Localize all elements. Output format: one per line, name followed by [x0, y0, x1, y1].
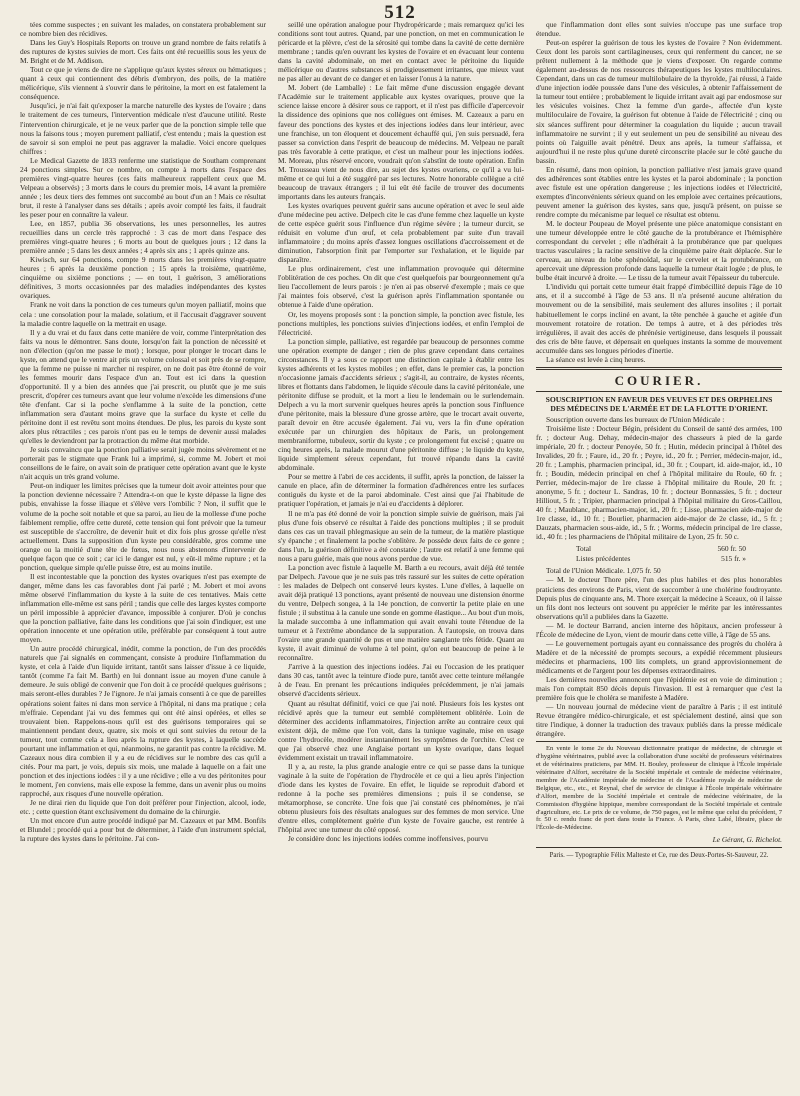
column-3-top-text [536, 20, 782, 364]
paragraph: Jusqu'ici, je n'ai fait qu'exposer la marche naturelle des kystes de l'ovaire ; dans le traitement de ces tumeurs, l'intervention médicale n'est d'aucune utilité. Reste l'intervention chirurgicale, et je ne veux parler que de la ponction simple telle que nous la faisons tous ; moyen purement palliatif, c'est entendu ; mais la question est de savoir si son emploi ne peut pas aggraver la maladie. Voici encore quelques chiffres : [20, 101, 266, 156]
paragraph: M. le docteur Poupeau de Moyel présente une pièce anatomique consistant en une tumeur développée entre le côté gauche de la protubérance et l'hémisphère correspondant du cervelet ; elle n'adhérait à la protubérance que par quelques tractus vasculaires ; la racine sensitive de la cinquième paire était déplacée. Sur le cerveau, au niveau du lobe sphénoïdal, sur le cervelet et la protubérance, on apercevait une dépression profonde dans laquelle la tumeur était logée ; de plus, le bulbe était incurvé à droite. — Le tissu de la tumeur avait l'épaisseur du tubercule. [536, 219, 782, 283]
previous-lists-label: Listes précédentes [576, 553, 631, 563]
paragraph: tées comme suspectes ; en suivant les malades, on constatera probablement sur ce nombre bien des récidives. [20, 20, 266, 39]
paragraph: Les kystes ovariques peuvent guérir sans aucune opération et avec le seul aide d'une médecine peu active. Delpech cite le cas d'une femme chez laquelle un kyste de cette espèce guérit sous l'influence d'un régime sévère ; la tumeur durcit, se réduisit en volume d'un œuf, et cela probablement par suite d'un travail inflammatoire ; du moins après d'assez longues oscillations d'accroissement et de diminution, l'absorption finit par l'emporter sur l'exhalation, et le liquide par disparaître. [278, 200, 524, 265]
paragraph: que l'inflammation dont elles sont suivies n'occupe pas une surface trop étendue. [536, 20, 782, 39]
paragraph: L'individu qui portait cette tumeur était frappé d'imbécillité depuis l'âge de 10 ans, et il a succombé à l'âge de 53 ans. Il n'a présenté aucune altération du mouvement ou de la sensibilité, mais seulement des allures insolites ; il portait habituellement le corps incliné en avant, la tête penchée à gauche et agitée d'un mouvement rotatoire de rotation. De temps à autre, et à des périodes très irrégulières, il avait des accès de phrénésie vertigineuse, dans lesquels il poussait des cris de bête fauve, et dépensait en quelques instants la somme de mouvement accumulée dans ses longues périodes d'inertie. [536, 282, 782, 355]
paragraph: Tout ce que je viens de dire ne s'applique qu'aux kystes séreux ou hématiques ; quant à ceux qui contiennent des débris d'embryon, des poils, de la matière mélicérique, s'ils viennent à s'ouvrir dans le péritoine, la mort en est fatalement la conséquence. [20, 65, 266, 102]
section-divider [536, 741, 782, 742]
news-item: — M. le docteur Barrand, ancien interne des hôpitaux, ancien professeur à l'École de médecine de Lyon, vient de mourir dans cette ville, à l'âge de 55 ans. [536, 620, 782, 639]
news-item: — Un nouveau journal de médecine vient de paraître à Paris ; il est intitulé Revue étrangère médico-chirurgicale, et est spécialement destiné, ainsi que son titre l'indique, à donner la traduction des travaux publiés dans la presse médicale étrangère. [536, 702, 782, 739]
paragraph: Peut-on espérer la guérison de tous les kystes de l'ovaire ? Non évidemment. Ceux dont les parois sont cartilagineuses, ceux qui renferment du cancer, ne se prêtent nullement à la méthode que je viens d'exposer. On regarde comme également au-dessus de nos ressources thérapeutiques les kystes multiloculaires. Cependant, dans un cas de tumeur multilobulaire de la thyroïde, j'ai réussi, à l'aide d'une injection iodée poussée dans l'une des vésicules, à obtenir l'affaissement de la tumeur tout entière ; probablement le liquide irritant avait agi par endosmose sur les vésicules voisines. Chez la femme d'un garde-, affectée d'un kyste multiloculaire de l'ovaire, la guérison fut obtenue à l'aide de l'électricité ; cinq ou six séances suffirent pour déterminer la coagulation du liquide ; aucun travail inflammatoire ne survint ; il y eut seulement un peu de sensibilité au niveau des points où l'aiguille avait pénétré. Deux ans après, la tumeur s'affaissa, et aujourd'hui il ne reste plus qu'une dureté circonscrite placée sur le côté gauche du bassin. [536, 38, 782, 165]
paragraph: Un autre procédé chirurgical, inédit, comme la ponction, de l'un des procédés naturels que j'ai signalés en commençant, consiste à produire l'inflammation du kyste, et cela à l'aide d'un liquide irritant, tantôt sans laisser d'issue à ce liquide, tantôt (comme l'a fait M. Barth) en lui donnant issue au moyen d'une canule à demeure. Je suis obligé de convenir que l'on doit à ce procédé quelques guérisons ; mais seront-elles durables ? Je l'ignore. Je n'ai jamais consenti à ce que de pareilles opérations soient faites ni dans mon service à l'hôpital, ni dans ma pratique ; cela m'effraie. Cependant j'ai vu des femmes qui ont été ainsi opérées, et elles se trouvaient bien. Rappelons-nous qu'il est des guérisons temporaires qui se maintiennent pendant deux, quatre, six mois et qui sont suivies du retour de la tumeur, tout comme cela a lieu après la rupture des kystes, à laquelle succède pourtant une inflammation et qui, néanmoins, ne garantit pas contre la récidive. M. Cazeaux nous dira combien il y a eu de récidives sur le nombre des cas qu'il a cités. Pour ma part, je vois, depuis six mois, une malade à laquelle on a fait une ponction et des injections iodées : il y a une récidive ; elle a vu des péritonites pour le moment, j'en conviens, mais elle expose la femme, dans un avenir plus ou moins rapproché, aux risques d'une nouvelle opération. [20, 644, 266, 798]
paragraph: seillé une opération analogue pour l'hydropéricarde ; mais remarquez qu'ici les conditions sont tout autres. Quand, par une ponction, on met en communication le péricarde et la plèvre, c'est de la sérosité qui tombe dans la cavité de cette dernière membrane ; tandis qu'en ouvrant les kystes de l'ovaire et en évacuant leur contenu dans la cavité abdominale, on met en contact avec le péritoine du liquide mélicérique ou d'autres substances si prodigieusement irritantes, que mieux vaut ne pas aller au devant de ce danger et en laisser l'onus à la nature. [278, 20, 524, 84]
courier-heading: COURIER. [614, 372, 704, 388]
paragraph: Le plus ordinairement, c'est une inflammation provoquée qui détermine l'oblitération de ces poches. On dit que c'est quelquefois par bourgeonnement qu'a lieu l'accollement de leurs parois : je n'en ai pas observé d'exemple ; mais ce que j'ai maintes fois observé, c'est la guérison après l'inflammation spontanée ou obtenue à l'aide d'une opération. [278, 264, 524, 310]
news-item: Les dernières nouvelles annoncent que l'épidémie est en voie de diminution ; mais l'on comptait 850 décès depuis l'invasion. Il est à remarquer que c'est la première fois que le choléra se manifeste à Madère. [536, 675, 782, 703]
subscription-heading: SOUSCRIPTION EN FAVEUR DES VEUVES ET DES ORPHELINS DES MÉDECINS DE L'ARMÉE ET DE LA FLOTTE D'ORIENT. [545, 394, 773, 413]
printer-line: Paris. — Typographie Félix Malteste et Ce, rue des Deux-Portes-St-Sauveur, 22. [549, 852, 769, 860]
news-items [536, 575, 782, 738]
paragraph: J'arrive à la question des injections iodées. J'ai eu l'occasion de les pratiquer dans 30 cas, tantôt avec la teinture d'iode pure, tantôt avec cette teinture mélangée à de l'eau. En prenant les précautions indiquées précédemment, je n'ai jamais observé d'accidents sérieux. [278, 662, 524, 699]
paragraph: La ponction simple, palliative, est regardée par beaucoup de personnes comme une opération exempte de danger ; rien de plus grave cependant dans certaines circonstances. Il y a sous ce rapport une distinction capitale à établir entre les kystes adhérents et les kystes mobiles ; en effet, dans le premier cas, la ponction n'occasionne jamais d'accidents sérieux ; s'agit-il, au contraire, de kystes récents, libres et flottants dans l'abdomen, le liquide s'écoule dans la cavité péritonéale, une péritonite diffuse se produit, et la mort a lieu le lendemain ou le surlendemain. Delpech a vu la mort survenir quelques heures après la ponction sous l'influence d'une péritonite, mais la blessure d'une grosse artère, que le trocart avait ouverte, paraît devoir en être accusée également. J'ai vu, vers la fin d'une opération exécutée par un chirurgien des hôpitaux de Paris, un prolongement membraniforme, tubuleux, sortir du kyste ; ce prolongement fut excisé ; quatre ou cinq heures après, la malade mourut d'une péritonite diffuse ; le liquide du kyste, liquide simplement séreux cependant, fut trouvé répandu dans la cavité abdominale. [278, 336, 524, 473]
paragraph: Je considère donc les injections iodées comme inoffensives, pourvu [288, 834, 488, 844]
paragraph: La séance est levée à cinq heures. [546, 354, 646, 364]
advertisement: En vente le tome 2e du Nouveau dictionnaire pratique de médecine, de chirurgie et d'hygiène vétérinaires, publié avec la collaboration d'une société de professeurs vétérinaires et de vétérinaires praticiens, par MM. H. Bouley, professeur de clinique à l'École impériale vétérinaire d'Alfort, secrétaire de la Société impériale et centrale de médecine vétérinaire, membre de l'Académie impériale de médecine et de l'Académie royale de médecine de Belgique, etc., etc., et Reynal, chef de service de clinique à l'École impériale vétérinaire d'Alfort, membre de la Société impériale et centrale de médecine vétérinaire, de la Commission d'hygiène hippique, membre correspondant de la Société impériale et centrale d'agriculture, etc. Le prix de ce volume, de 750 pages, est le même que celui du précédent, 7 fr. 50 c. rendu franc de port dans toute la France. À Paris, chez Labé, libraire, place de l'École-de-Médecine. [536, 745, 782, 832]
signature: Le Gérant, G. Richelot. [712, 835, 782, 845]
paragraph: Il y a, au reste, la plus grande analogie entre ce qui se passe dans la tunique vaginale à la suite de l'opération de l'hydrocèle et ce qui a lieu après l'injection d'iode dans les kystes de l'ovaire. En effet, le liquide se reproduit d'abord et redonne à la poche ses premières dimensions ; puis il se condense, se métamorphose, se concrète. Une fois que j'ai constaté ces phénomènes, je n'ai obtenu plusieurs fois des résultats analogues sur des femmes de mon service. Une d'entre elles, complètement guérie d'un kyste de l'ovaire gauche, est rentrée à l'hôpital avec une tumeur du côté opposé. [278, 761, 524, 835]
grand-total: Total de l'Union Médicale. 1,075 fr. 50 [546, 566, 661, 576]
total-label: Total [576, 544, 592, 554]
subscription-text: Souscription ouverte dans les bureaux de l'Union Médicale : [546, 414, 725, 424]
section-divider [536, 367, 782, 370]
total-value: 560 fr. 50 [717, 544, 746, 554]
paragraph: Dans les Guy's Hospitals Reports on trouve un grand nombre de faits relatifs à des ruptures de kystes suivies de mort. Ces faits ont été recueillis sous les yeux de M. Bright et de M. Addison. [20, 38, 266, 66]
previous-lists-value: 515 fr. » [721, 553, 746, 563]
subscription-totals [576, 544, 782, 563]
paragraph: Quant au résultat définitif, voici ce que j'ai noté. Plusieurs fois les kystes ont récidivé après que la tumeur eut semblé complètement oblitérée. Loin de déterminer des accidents inflammatoires, l'injection arrête au contraire ceux qui existent déjà, de même que l'on voit, dans la tunique vaginale, mise en usage contre l'hydrocèle, modérer instantanément les symptômes de l'orchite. C'est ce que j'ai observé chez une Anglaise portant un kyste ovarique, dans lequel évidemment existait un travail inflammatoire. [278, 698, 524, 762]
paragraph: Peut-on indiquer les limites précises que la tumeur doit avoir atteintes pour que la ponction devienne nécessaire ? Attendra-t-on que le kyste dépasse la ligne des pubis, envahisse la fosse iliaque et s'élève vers l'ombilic ? Non, il suffit que le volume de la poche soit notable et que sa paroi, au lieu de la mollesse d'une poche faiblement remplie, offre cette dureté, cette tension qui font prévoir que la tumeur est susceptible de s'accroître, de devenir huit et dix fois plus grosse qu'elle n'est actuellement. Dans la supposition d'un kyste peu considérable, gros comme une orange ou la moitié d'une tête de fœtus, nous nous abstenons d'intervenir de quelque façon que ce soit ; car ici le danger est nul, y eût-il même rupture ; et la ponction, quelque simple qu'elle puisse être, est au moins inutile. [20, 481, 266, 572]
paragraph: Pour se mettre à l'abri de ces accidents, il suffit, après la ponction, de laisser la canule en place, afin de déterminer la formation d'adhérences entre les surfaces contiguës du kyste et de la paroi abdominale. C'est ainsi que j'ai l'habitude de pratiquer l'opération, et jamais je n'ai eu d'accidents à déplorer. [278, 472, 524, 509]
total-row [576, 544, 746, 554]
paragraph: Je ne dirai rien du liquide que l'on doit préférer pour l'injection, alcool, iode, etc. ; cette question étant exclusivement du domaine de la chirurgie. [20, 798, 266, 817]
paragraph: Le Medical Gazette de 1833 renferme une statistique de Southam comprenant 24 ponctions simples. Sur ce nombre, on compte à morts dans l'espace des premières vingt-quatre heures (ces faits malheureux rappellent ceux que M. Velpeau a observés) ; 3 morts dans le cours du premier mois, 14 avant la première année ; les deux tiers des femmes ont succombé au bout d'un an ! Mais ce résultat brut, il reste à l'analyser dans ses détails ; après avoir compté les faits, il faudrait les peser pour en connaître la valeur. [20, 155, 266, 219]
paragraph: Je suis convaincu que la ponction palliative serait jugée moins sévèrement et ne porterait pas le stigmate que Frank lui a imprimé, si, comme M. Jobert et moi conseillons de le faire, on avait soin de pratiquer cette opération avant que le kyste n'ait acquis un très grand volume. [20, 445, 266, 482]
paragraph: Or, les moyens proposés sont : la ponction simple, la ponction avec fistule, les ponctions multiples, les ponctions suivies d'injections iodées, et enfin l'emploi de l'électricité. [278, 309, 524, 337]
paragraph: Il est incontestable que la ponction des kystes ovariques n'est pas exempte de danger, même dans les cas favorables dont j'ai parlé ; M. Jobert et moi avons même observé l'inflammation du kyste à la suite de ces tentatives. Mais cette inflammation elle-même est sans péril ; tandis que celle des larges kystes comporte un péril impossible à apprécier d'avance, impossible à conjurer. D'où je conclus que la ponction palliative, faite dans les conditions que j'ai soin d'indiquer, est une opération innocente et une opération utile, préférable par conséquent à tout autre moyen. [20, 571, 266, 645]
paragraph: Lee, en 1857, publia 36 observations, les unes personnelles, les autres recueillies dans un cercle très rapproché : 3 cas de mort dans l'espace des premières vingt-quatre heures ; 6 morts au bout de quelques jours ; 12 dans la première année ; 5 dans les deux années ; 4 après six ans ; 1 après quinze ans. [20, 219, 266, 256]
paragraph: Kiwisch, sur 64 ponctions, compte 9 morts dans les premières vingt-quatre heures ; 6 après la deuxième ponction ; 15 après la troisième, quatrième, cinquième ou sixième ponctions ; — en tout, 1 guérison, 3 améliorations définitives, 3 morts occasionnées par des maladies indépendantes des kystes ovariques. [20, 255, 266, 301]
news-item: — M. le docteur Thore père, l'un des plus habiles et des plus honorables praticiens des environs de Paris, vient de succomber à une cholérine foudroyante. Depuis plus de cinquante ans, M. Thore exerçait la médecine à Sceaux, où il laisse un fils dont nos lecteurs ont souvent pu apprécier le mérite par les intéressantes observations qu'il a publiées dans la Gazette. [536, 575, 782, 621]
paragraph: La ponction avec fistule à laquelle M. Barth a eu recours, avait déjà été tentée par Delpech. J'avoue que je ne suis pas très rassuré sur les suites de cette opération : les malades de Delpech ont conservé leurs kystes. L'une d'elles, à laquelle on avait déjà pratiqué 13 ponctions, ayant présenté de nouveau une distension énorme du ventre, Delpech songea, à la 14e ponction, de convertir la petite plaie en une fistule ; il substitua à la canule une sonde en gomme élastique... Au bout d'un mois, la malade succomba à une inflammation qui avait envahi toute l'étendue de la tumeur et à l'extrême abondance de la suppuration. À l'autopsie, on trouva dans l'ovaire une grande quantité de pus et une matière sanglante très fétide. Quant au kyste, il avait diminué de volume à tel point, qu'on eut beaucoup de peine à le reconnaître. [278, 562, 524, 663]
paragraph: M. Jobert (de Lamballe) : Le fait même d'une discussion engagée devant l'Académie sur le traitement applicable aux kystes ovariques, prouve que la science laisse encore à désirer sous ce rapport, et il n'est pas difficile d'apercevoir la dissidence des opinions que nos collègues ont émises. M. Cazeaux a paru en faveur des ponctions des kystes et des injections iodées dans leur intérieur, avec une franchise, un ton éloquent et doucement échauffé qui, j'en suis persuadé, fera passer sa conviction dans l'esprit de beaucoup de médecins. M. Velpeau ne paraît pas très favorable à cette pratique, et c'est un malheur pour les injections iodées. M. Moreau, plus réservé encore, voudrait qu'on s'abstînt de toute opération. Enfin M. Trousseau vient de nous dire, au sujet des kystes ovariens, ce qu'il a vu lui-même et ce qui lui a été suggéré par ses lectures. Notre honorable collègue a cité beaucoup de travaux étrangers ; il lui eût été facile de trouver des documents importants dans les auteurs français. [278, 83, 524, 201]
column-2 [278, 20, 524, 1080]
column-1 [20, 20, 266, 1080]
section-divider [536, 391, 782, 392]
paragraph: En résumé, dans mon opinion, la ponction palliative n'est jamais grave quand des adhérences sont établies entre les kystes et la paroi abdominale ; la ponction avec fistule est une opération dangereuse ; les injections iodées et l'électricité, exemptes d'inconvénients sérieux quand on les emploie avec certaines précautions, peuvent amener la guérison des kystes, sans que, jusqu'à présent, on puisse se rendre compte du mécanisme par lequel ce résultat est obtenu. [536, 164, 782, 219]
section-divider [536, 847, 782, 848]
news-item: — Le gouvernement portugais ayant eu connaissance des progrès du choléra à Madère et de la nécessité de prompts secours, a expédié récemment plusieurs médecins et pharmaciens, 100 lits complets, un grand approvisionnement de médicaments et de l'argent pour les dépenses extraordinaires. [536, 638, 782, 675]
page-number: 512 [384, 2, 416, 23]
paragraph: Un mot encore d'un autre procédé indiqué par M. Cazeaux et par MM. Bonfils et Blundel ; procédé qui a pour but de déterminer, à l'aide d'un instrument spécial, la rupture des kystes dans le péritoine. J'ai con- [20, 816, 266, 844]
previous-lists-row [576, 554, 746, 564]
paragraph: Frank ne voit dans la ponction de ces tumeurs qu'un moyen palliatif, moins que cela : une consolation pour la malade, solatium, et il l'accusait d'aggraver souvent la maladie contre laquelle on la mettrait en usage. [20, 300, 266, 328]
column-3 [536, 20, 782, 1080]
paragraph: Il ne m'a pas été donné de voir la ponction simple suivie de guérison, mais j'ai plus d'une fois observé ce résultat à l'aide des ponctions multiples ; il se produit dans ces cas un travail phlegmasique au sein de la tumeur, de la matière plastique s'y épanche ; et finalement la poche s'oblitère. Je possède deux faits de ce genre ; dans l'un, la guérison définitive a été constatée ; l'autre est relatif à une femme qui nous a paru guérie, mais que nous avons perdue de vue. [278, 508, 524, 563]
paragraph: Il y a du vrai et du faux dans cette manière de voir, comme l'interprétation des faits va nous le démontrer. Sans doute, lorsqu'on fait la ponction de nécessité et non d'élection (qu'on me passe le mot) ; lorsque, pour plonger le trocart dans le kyste, on attend que le ventre ait pris un volume colossal et soit près de se rompre, que la femme ne puisse ni marcher ni respirer, on ne doit pas être étonné de voir les femmes mourir dans l'espace d'un an. Tout est ici dans la question d'opportunité. Il y a bien des années que j'ai prescrit, ou plutôt que je me suis prescrit, d'opérer ces tumeurs avant que leur volume n'excède les dimensions d'une tête d'enfant. Car si la poche s'enflamme à la suite de la ponction, cette inflammation sera d'autant moins grave que la surface du kyste et celle du péritoine dont il est revêtu sont moins étendues. De plus, les parois du kyste sont alors plus rétractiles ; ces parois n'ont pas eu le temps de devenir aussi malades qu'elles le deviendront par la protraction du même état morbide. [20, 327, 266, 446]
columns [20, 20, 782, 1080]
subscription-list: Troisième liste : Docteur Bégin, président du Conseil de santé des armées, 100 fr. ; docteur Aug. Dehay, médecin-major des chasseurs à pied de la garde impériale, 20 fr. ; docteur Penoyée, 50 fr. ; Hutin, médecin principal à l'hôtel des Invalides, 20 fr. ; Faure, id., 20 fr. ; Peyre, id., 20 fr. ; Perrier, médecin-major, id., 20 fr. ; Lamphis, pharmacien principal, id., 30 fr. ; Coupart, id. aide-major, id., 10 fr. ; Boudin, médecin principal en chef à l'hôpital militaire du Roule, 60 fr. ; Perrier, médecin-major de 1re classe à l'hôpital militaire du Roule, 20 fr. ; anonyme, 5 fr. ; docteur L. Sandras, 10 fr. ; docteur Bonnassies, 5 fr. ; docteur Hilliout, 5 fr. ; Tripier, pharmacien principal à l'hôpital militaire du Gros-Caillou, 40 fr. ; Maublanc, pharmacien-major, id., 20 fr. ; Lisse, pharmacien aide-major de 1re classe, id., 10 fr. ; Bourlier, pharmacien aide-major de 2e classe, id., 5 fr. ; Dauzats, pharmacien sous-aide, id., 5 fr. ; Worms, médecin principal de 1re classe, id., 40 fr. ; les pharmaciens de l'hôpital militaire de Lyon, 25 fr. 50 c. [536, 423, 782, 542]
